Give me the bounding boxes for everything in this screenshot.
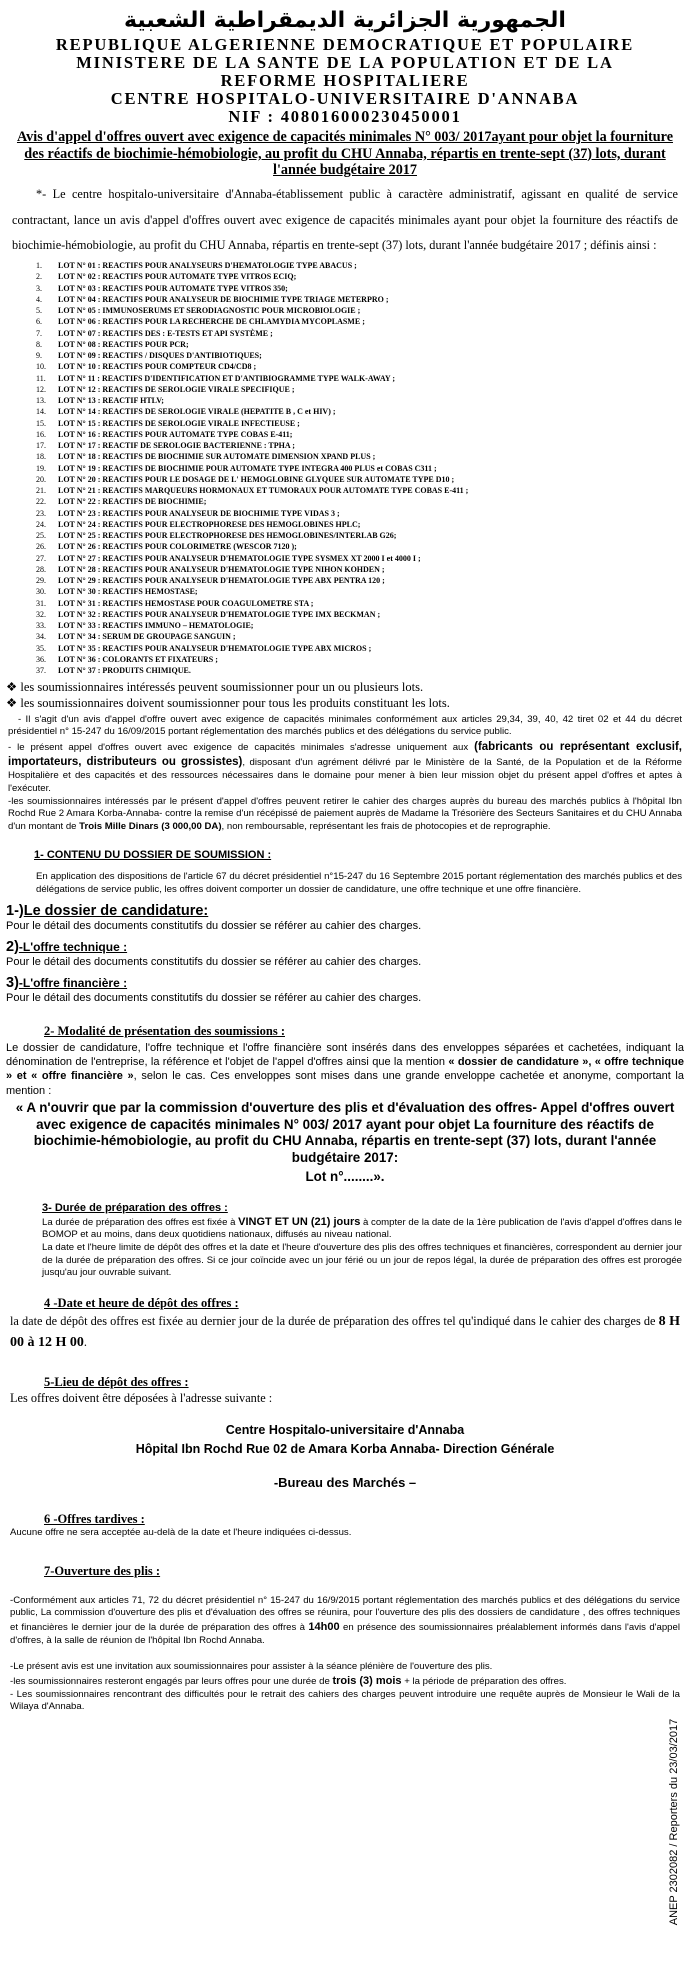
lot-label: LOT N° 28 : REACTIFS POUR ANALYSEUR D'HEMATOLOGIE TYPE NIHON KOHDEN ; <box>58 564 385 574</box>
lot-label: LOT N° 01 : REACTIFS POUR ANALYSEURS D'HEMATOLOGIE TYPE ABACUS ; <box>58 261 357 271</box>
lot-number: 13. <box>36 396 46 406</box>
lot-item <box>36 530 690 541</box>
lot-label: LOT N° 13 : REACTIF HTLV; <box>58 396 164 406</box>
lot-item <box>36 316 690 327</box>
lot-label: LOT N° 32 : REACTIFS POUR ANALYSEUR D'HEMATOLOGIE TYPE IMX BECKMAN ; <box>58 609 381 619</box>
lot-label: LOT N° 31 : REACTIFS HEMOSTASE POUR COAGULOMETRE STA ; <box>58 598 314 608</box>
address-line-2: Hôpital Ibn Rochd Rue 02 de Amara Korba Annaba- Direction Générale <box>135 1441 555 1456</box>
legal-articles-paragraph: - Il s'agit d'un avis d'appel d'offre ouvert avec exigence de capacités minimales conformément aux articles 29,34, 39, 40, 42 tiret 02 et 44 du décret présidentiel n° 15-247 du 16/09/2015 portant réglementation des marchés publics et des délégations du service public. <box>8 713 682 738</box>
section-2-title: 2- Modalité de présentation des soumissions : <box>44 1023 285 1038</box>
section-3-title: 3- Durée de préparation des offres : <box>42 1201 228 1214</box>
subsection-candidature: 1-)Le dossier de candidature: <box>6 902 209 919</box>
lot-item <box>36 271 690 282</box>
lot-label: LOT N° 19 : REACTIFS DE BIOCHIMIE POUR AUTOMATE TYPE INTEGRA 400 PLUS et COBAS C311 ; <box>58 463 437 473</box>
lot-label: LOT N° 35 : REACTIFS POUR ANALYSEUR D'HEMATOLOGIE TYPE ABX MICROS ; <box>58 643 372 653</box>
section-6-title: 6 -Offres tardives : <box>44 1512 145 1527</box>
header-centre: CENTRE HOSPITALO-UNIVERSITAIRE D'ANNABA <box>110 88 580 108</box>
lot-label: LOT N° 16 : REACTIFS POUR AUTOMATE TYPE COBAS E-411; <box>58 429 293 439</box>
section-5-title: 5-Lieu de dépôt des offres : <box>44 1374 189 1389</box>
lot-number: 2. <box>36 272 42 282</box>
lot-label: LOT N° 23 : REACTIFS POUR ANALYSEUR DE BIOCHIMIE TYPE VIDAS 3 ; <box>58 508 340 518</box>
subsection-technical: 2)-L'offre technique : <box>6 939 128 956</box>
lot-item <box>36 654 690 665</box>
lot-number: 4. <box>36 294 42 304</box>
lot-item <box>36 406 690 417</box>
lot-number: 7. <box>36 328 42 338</box>
lot-label: LOT N° 03 : REACTIFS POUR AUTOMATE TYPE VITROS 350; <box>58 283 288 293</box>
eligibility-paragraph: - le présent appel d'offres ouvert avec exigence de capacités minimales s'adresse uniquement aux (fabricants ou représentant exclusif, importateurs, distributeurs ou grossistes), disposant d'un agrément délivré par le Ministère de la Santé, de la Population et de la Réforme Hospitalière et des capacités et des ressources nécessaires dans le domaine pour mener à bien leur mission objet du présent appel d'offres et aptes à l'exécuter. <box>8 740 682 794</box>
lot-item <box>36 339 690 350</box>
lot-number: 36. <box>36 654 46 664</box>
lot-number: 31. <box>36 598 46 608</box>
intro-paragraph: *- Le centre hospitalo-universitaire d'Annaba-établissement public à caractère administratif, agissant en qualité de service contractant, lance un avis d'appel d'offres ouvert avec exigence de capacités minimales ayant pour objet la fourniture des réactifs de biochimie-hémobiologie, au profit du CHU Annaba, répartis en trente-sept (37) lots, durant l'année budgétaire 2017 ; définis ainsi : <box>12 187 678 252</box>
section-7-text: -Conformément aux articles 71, 72 du décret présidentiel n° 15-247 du 16/9/2015 portant réglementation des marchés publics et des délégations du service public, La commission d'ouverture des plis et d'évaluation des offres se réunira, pour l'ouverture des plis des dossiers de candidature , des offres techniques et financières le dernier jour de la durée de préparation des offres à 14h00 en présence des soumissionnaires préalablement informés dans l'avis d'appel d'offres, à la salle de réunion de l'hôpital Ibn Rochd Annaba. <box>10 1594 680 1646</box>
lot-number: 12. <box>36 384 46 394</box>
lot-item <box>36 463 690 474</box>
bullet-item: ❖ les soumissionnaires intéressés peuvent soumissionner pour un ou plusieurs lots. <box>6 680 424 695</box>
lot-item <box>36 361 690 372</box>
lot-number: 16. <box>36 429 46 439</box>
notice-title: Avis d'appel d'offres ouvert avec exigence de capacités minimales N° 003/ 2017ayant pour objet la fourniture des réactifs de biochimie-hémobiologie, au profit du CHU Annaba, répartis en trente-sept (37) lots, durant l'année budgétaire 2017 <box>16 129 673 179</box>
lot-label: LOT N° 33 : REACTIFS IMMUNO – HEMATOLOGIE; <box>58 621 254 631</box>
lot-label: LOT N° 25 : REACTIFS POUR ELECTROPHORESE DES HEMOGLOBINES/INTERLAB G26; <box>58 531 397 541</box>
lot-label: LOT N° 18 : REACTIFS DE BIOCHIMIE SUR AUTOMATE DIMENSION XPAND PLUS ; <box>58 452 376 462</box>
section-4-text: la date de dépôt des offres est fixée au dernier jour de la durée de préparation des offres tel qu'indiqué dans le cahier des charges de 8 H 00 à 12 H 00. <box>10 1313 680 1350</box>
lot-label: LOT N° 05 : IMMUNOSERUMS ET SERODIAGNOSTIC POUR MICROBIOLOGIE ; <box>58 306 361 316</box>
section-7-invitation: -Le présent avis est une invitation aux soumissionnaires pour assister à la séance plénière de l'ouverture des plis. <box>10 1661 493 1673</box>
lot-label: LOT N° 26 : REACTIFS POUR COLORIMETRE (WESCOR 7120 ); <box>58 542 297 552</box>
lot-label: LOT N° 29 : REACTIFS POUR ANALYSEUR D'HEMATOLOGIE TYPE ABX PENTRA 120 ; <box>58 576 385 586</box>
lot-number: 25. <box>36 531 46 541</box>
lot-item <box>36 631 690 642</box>
lot-item <box>36 496 690 507</box>
lot-label: LOT N° 06 : REACTIFS POUR LA RECHERCHE DE CHLAMYDIA MYCOPLASME ; <box>58 317 365 327</box>
lot-item <box>36 305 690 316</box>
section-3-text: La durée de préparation des offres est fixée à VINGT ET UN (21) jours à compter de la date de la 1ère publication de l'avis d'appel d'offres dans le BOMOP et au moins, dans deux quotidiens nationaux, diffusés au niveau national. <box>42 1215 682 1241</box>
lot-label: LOT N° 34 : SERUM DE GROUPAGE SANGUIN ; <box>58 632 236 642</box>
lot-label: LOT N° 02 : REACTIFS POUR AUTOMATE TYPE VITROS ECIQ; <box>58 272 297 282</box>
lot-item <box>36 553 690 564</box>
lot-label: LOT N° 10 : REACTIFS POUR COMPTEUR CD4/CD8 ; <box>58 362 257 372</box>
lot-number: 22. <box>36 497 46 507</box>
lot-item <box>36 564 690 575</box>
lot-label: LOT N° 09 : REACTIFS / DISQUES D'ANTIBIOTIQUES; <box>58 351 262 361</box>
lot-number: 24. <box>36 519 46 529</box>
envelope-mention: « A n'ouvrir que par la commission d'ouverture des plis et d'évaluation des offres- Appel d'offres ouvert avec exigence de capacités minimales N° 003/ 2017 ayant pour objet La fourniture des réactifs de biochimie-hémobiologie, au profit du CHU Annaba, répartis en trente-sept (37) lots, durant l'année budgétaire 2017: <box>15 1099 675 1166</box>
lot-number: 18. <box>36 452 46 462</box>
lot-number: 33. <box>36 621 46 631</box>
lot-label: LOT N° 27 : REACTIFS POUR ANALYSEUR D'HEMATOLOGIE TYPE SYSMEX XT 2000 I et 4000 I ; <box>58 553 421 563</box>
lot-item <box>36 373 690 384</box>
section-3-deadline-text: La date et l'heure limite de dépôt des offres et la date et l'heure d'ouverture des plis des offres techniques et financières, correspondent au dernier jour de la durée de préparation des offres. Si ce jour coïncide avec un jour férié ou un jour de repos légal, la durée de préparation des offres est prorogée jusqu'au jour ouvrable suivant. <box>42 1241 682 1279</box>
lot-item <box>36 429 690 440</box>
lot-label: LOT N° 24 : REACTIFS POUR ELECTROPHORESE DES HEMOGLOBINES HPLC; <box>58 519 361 529</box>
section-7-difficulties: - Les soumissionnaires rencontrant des difficultés pour le retrait des cahiers des charges peuvent introduire une requête auprès de Monsieur le Wali de la Wilaya d'Annaba. <box>10 1688 680 1713</box>
lot-label: LOT N° 07 : REACTIFS DES : E-TESTS ET API SYSTÈME ; <box>58 328 273 338</box>
section-6-text: Aucune offre ne sera acceptée au-delà de la date et l'heure indiquées ci-dessus. <box>10 1527 352 1539</box>
lot-label: LOT N° 08 : REACTIFS POUR PCR; <box>58 339 189 349</box>
lot-number: 6. <box>36 317 42 327</box>
lot-number: 19. <box>36 463 46 473</box>
lot-item <box>36 485 690 496</box>
lot-item <box>36 575 690 586</box>
lot-label: LOT N° 37 : PRODUITS CHIMIQUE. <box>58 666 191 676</box>
section-7-validity: -les soumissionnaires resteront engagés par leurs offres pour une durée de trois (3) mois + la période de préparation des offres. <box>10 1675 567 1688</box>
lot-item <box>36 586 690 597</box>
lot-number: 28. <box>36 564 46 574</box>
lot-item <box>36 643 690 654</box>
lot-number: 35. <box>36 643 46 653</box>
lot-number: 21. <box>36 486 46 496</box>
lot-item <box>36 418 690 429</box>
lot-item <box>36 283 690 294</box>
lot-number: 9. <box>36 351 42 361</box>
lot-item <box>36 519 690 530</box>
lot-label: LOT N° 11 : REACTIFS D'IDENTIFICATION ET D'ANTIBIOGRAMME TYPE WALK-AWAY ; <box>58 373 396 383</box>
lot-number: 29. <box>36 576 46 586</box>
lot-item <box>36 598 690 609</box>
subsection-candidature-text: Pour le détail des documents constitutifs du dossier se référer au cahier des charges. <box>6 919 422 932</box>
lot-label: LOT N° 36 : COLORANTS ET FIXATEURS ; <box>58 654 218 664</box>
lot-number: 3. <box>36 283 42 293</box>
lot-item <box>36 395 690 406</box>
header-ministry: MINISTERE DE LA SANTE DE LA POPULATION ET DE LA <box>76 53 614 73</box>
lot-item <box>36 350 690 361</box>
lot-number: 5. <box>36 306 42 316</box>
section-5-text: Les offres doivent être déposées à l'adresse suivante : <box>10 1390 273 1405</box>
header-nif: NIF : 408016000230450001 <box>228 106 462 126</box>
subsection-technical-text: Pour le détail des documents constitutifs du dossier se référer au cahier des charges. <box>6 956 422 969</box>
lot-number: 30. <box>36 587 46 597</box>
lots-list <box>0 260 690 676</box>
section-7-title: 7-Ouverture des plis : <box>44 1563 161 1578</box>
lot-number: 37. <box>36 666 46 676</box>
lot-number: 14. <box>36 407 46 417</box>
lot-label: LOT N° 30 : REACTIFS HEMOSTASE; <box>58 587 198 597</box>
lot-number: 26. <box>36 542 46 552</box>
subsection-financial: 3)-L'offre financière : <box>6 975 128 992</box>
lot-item <box>36 508 690 519</box>
lot-number: 34. <box>36 632 46 642</box>
lot-item <box>36 620 690 631</box>
bullet-item: ❖ les soumissionnaires doivent soumissionner pour tous les produits constituant les lots. <box>6 695 450 710</box>
lot-item <box>36 609 690 620</box>
lot-item <box>36 451 690 462</box>
lot-item <box>36 440 690 451</box>
lot-item <box>36 384 690 395</box>
lot-number: 20. <box>36 474 46 484</box>
lot-number: 32. <box>36 609 46 619</box>
lot-item <box>36 328 690 339</box>
arabic-heading: الجمهورية الجزائرية الديمقراطية الشعبية <box>124 8 566 33</box>
lot-number: 17. <box>36 441 46 451</box>
lot-number: 11. <box>36 373 46 383</box>
lot-label: LOT N° 22 : REACTIFS DE BIOCHIMIE; <box>58 497 207 507</box>
lot-label: LOT N° 14 : REACTIFS DE SEROLOGIE VIRALE (HEPATITE B , C et HIV) ; <box>58 407 336 417</box>
deposit-address <box>0 1421 690 1492</box>
bullet-list <box>0 680 690 711</box>
lot-label: LOT N° 21 : REACTIFS MARQUEURS HORMONAUX ET TUMORAUX POUR AUTOMATE TYPE COBAS E-411 ; <box>58 486 469 496</box>
header-republic: REPUBLIQUE ALGERIENNE DEMOCRATIQUE ET POPULAIRE <box>55 35 635 55</box>
lot-label: LOT N° 20 : REACTIFS POUR LE DOSAGE DE L' HEMOGLOBINE GLYQUEE SUR AUTOMATE TYPE D10 ; <box>58 474 455 484</box>
lot-number: 1. <box>36 261 42 271</box>
header-reform: REFORME HOSPITALIERE <box>220 71 470 91</box>
section-1-text: En application des dispositions de l'article 67 du décret présidentiel n°15-247 du 16 Septembre 2015 portant réglementation des marchés publics et des délégations de service public, les offres doivent comporter un dossier de candidature, une offre technique et une offre financière. <box>36 871 682 896</box>
withdrawal-paragraph: -les soumissionnaires intéressés par le présent d'appel d'offres peuvent retirer le cahier des charges auprès du bureau des marchés publics à l'hôpital Ibn Rochd Rue 2 Amara Korba-Annaba- contre la remise d'un récépissé de paiement auprès de Madame la Trésorière des Secteurs Sanitaires et du CHU Annaba d'un montant de Trois Mille Dinars (3 000,00 DA), non remboursable, représentant les frais de photocopies et de reprographie. <box>8 795 682 832</box>
lot-item <box>36 665 690 676</box>
notice-header <box>0 8 690 125</box>
lot-number: 23. <box>36 508 46 518</box>
lot-label: LOT N° 12 : REACTIFS DE SEROLOGIE VIRALE SPECIFIQUE ; <box>58 384 295 394</box>
diamond-bullet-icon: ❖ <box>6 695 21 710</box>
lot-item <box>36 541 690 552</box>
subsection-financial-text: Pour le détail des documents constitutifs du dossier se référer au cahier des charges. <box>6 992 422 1005</box>
lot-number: 8. <box>36 339 42 349</box>
address-line-1: Centre Hospitalo-universitaire d'Annaba <box>225 1423 465 1438</box>
lot-number: 27. <box>36 553 46 563</box>
envelope-lot: Lot n°........». <box>305 1168 385 1184</box>
lot-number: 10. <box>36 362 46 372</box>
lot-item <box>36 294 690 305</box>
lot-label: LOT N° 17 : REACTIF DE SEROLOGIE BACTERIENNE : TPHA ; <box>58 441 295 451</box>
lot-item <box>36 260 690 271</box>
address-line-3: -Bureau des Marchés – <box>273 1474 417 1490</box>
side-publication-note: ANEP 2302082 / Reporters du 23/03/2017 <box>668 1718 680 1926</box>
section-1-title: 1- CONTENU DU DOSSIER DE SOUMISSION : <box>34 849 272 862</box>
lot-item <box>36 474 690 485</box>
section-2-text: Le dossier de candidature, l'offre technique et l'offre financière sont insérés dans des enveloppes séparées et cachetées, indiquant la dénomination de l'entreprise, la référence et l'objet de l'appel d'offres ainsi que la mention « dossier de candidature », « offre technique » et « offre financière », selon le cas. Ces enveloppes sont mises dans une grande enveloppe cachetée et anonyme, comportant la mention : <box>6 1041 684 1097</box>
lot-label: LOT N° 15 : REACTIFS DE SEROLOGIE VIRALE INFECTIEUSE ; <box>58 418 300 428</box>
section-4-title: 4 -Date et heure de dépôt des offres : <box>44 1295 239 1310</box>
lot-label: LOT N° 04 : REACTIFS POUR ANALYSEUR DE BIOCHIMIE TYPE TRIAGE METERPRO ; <box>58 294 389 304</box>
diamond-bullet-icon: ❖ <box>6 680 21 695</box>
lot-number: 15. <box>36 418 46 428</box>
